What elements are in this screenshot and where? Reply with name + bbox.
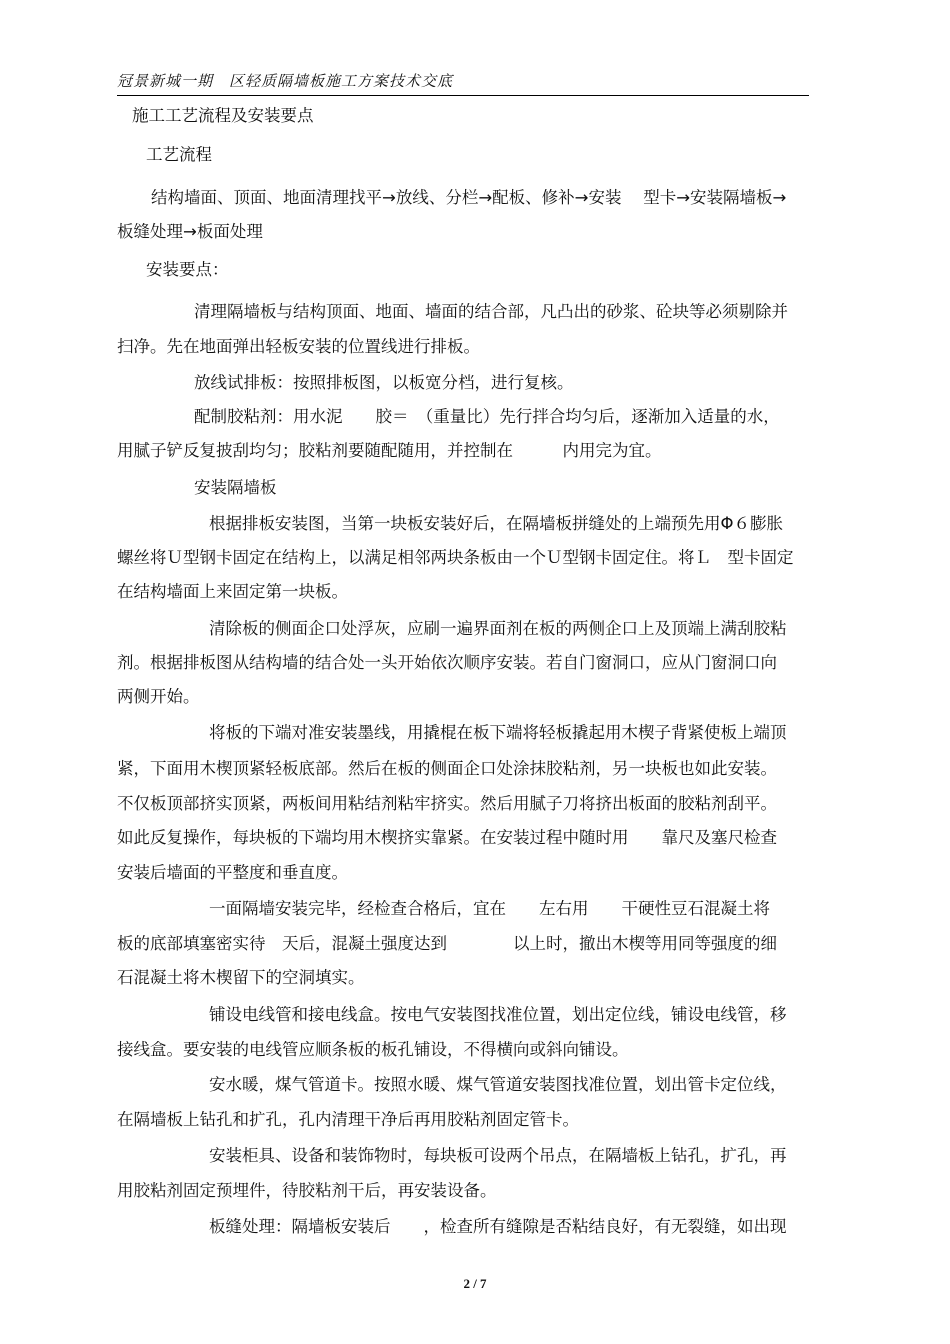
paragraph-line: 剂。根据排板图从结构墙的结合处一头开始依次顺序安装。若自门窗洞口，应从门窗洞口向 <box>117 653 777 672</box>
paragraph-line: 扫净。先在地面弹出轻板安装的位置线进行排板。 <box>117 337 480 356</box>
paragraph-line: 将板的下端对准安装墨线，用撬棍在板下端将轻板撬起用木楔子背紧使板上端顶 <box>209 723 787 742</box>
subsection-process-title: 工艺流程 <box>146 145 212 164</box>
paragraph-line: 紧，下面用木楔顶紧轻板底部。然后在板的侧面企口处涂抹胶粘剂，另一块板也如此安装。 <box>117 759 777 778</box>
paragraph-line: 不仅板顶部挤实顶紧，两板间用粘结剂粘牢挤实。然后用腻子刀将挤出板面的胶粘剂刮平。 <box>117 794 777 813</box>
paragraph-line: 在结构墙面上来固定第一块板。 <box>117 582 348 601</box>
paragraph-line: 板缝处理：隔墙板安装后 ，检查所有缝隙是否粘结良好，有无裂缝，如出现 <box>209 1217 787 1236</box>
document-header: 冠景新城一期 区轻质隔墙板施工方案技术交底 <box>117 72 454 90</box>
subsection-install-title: 安装要点： <box>146 260 229 279</box>
process-flow-line: 结构墙面、顶面、地面清理找平→放线、分栏→配板、修补→安装 型卡→安装隔墙板→ <box>151 188 787 207</box>
paragraph-line: 如此反复操作，每块板的下端均用木楔挤实靠紧。在安装过程中随时用 靠尺及塞尺检查 <box>117 828 777 847</box>
paragraph-line: 安水暖，煤气管道卡。按照水暖、煤气管道安装图找准位置，划出管卡定位线， <box>209 1075 787 1094</box>
paragraph-line: 石混凝土将木楔留下的空洞填实。 <box>117 968 365 987</box>
process-flow-line: 板缝处理→板面处理 <box>117 222 263 241</box>
paragraph-line: 接线盒。要安装的电线管应顺条板的板孔铺设，不得横向或斜向铺设。 <box>117 1040 629 1059</box>
paragraph-line: 安装后墙面的平整度和垂直度。 <box>117 863 348 882</box>
section-title: 施工工艺流程及安装要点 <box>132 106 314 125</box>
paragraph-line: 螺丝将Ｕ型钢卡固定在结构上，以满足相邻两块条板由一个Ｕ型钢卡固定住。将Ｌ 型卡固定 <box>117 548 794 567</box>
paragraph-line: 用胶粘剂固定预埋件，待胶粘剂干后，再安装设备。 <box>117 1181 497 1200</box>
page-number: 2 / 7 <box>463 1276 487 1291</box>
paragraph-line: 铺设电线管和接电线盒。按电气安装图找准位置，划出定位线，铺设电线管，移 <box>209 1005 787 1024</box>
paragraph-line: 两侧开始。 <box>117 687 200 706</box>
paragraph-line: 清理隔墙板与结构顶面、地面、墙面的结合部，凡凸出的砂浆、砼块等必须剔除并 <box>194 302 788 321</box>
paragraph-line: 配制胶粘剂：用水泥 胶＝ （重量比）先行拌合均匀后，逐渐加入适量的水， <box>194 407 780 426</box>
paragraph-line: 放线试排板：按照排板图，以板宽分档，进行复核。 <box>194 373 574 392</box>
paragraph-line: 一面隔墙安装完毕，经检查合格后，宜在 左右用 干硬性豆石混凝土将 <box>209 899 770 918</box>
paragraph-line: 在隔墙板上钻孔和扩孔，孔内清理干净后再用胶粘剂固定管卡。 <box>117 1110 579 1129</box>
paragraph-line: 用腻子铲反复披刮均匀；胶粘剂要随配随用，并控制在 内用完为宜。 <box>117 441 662 460</box>
paragraph-line: 根据排板安装图，当第一块板安装好后，在隔墙板拼缝处的上端预先用Φ６膨胀 <box>209 514 783 533</box>
header-divider <box>117 95 809 96</box>
paragraph-line: 安装柜具、设备和装饰物时，每块板可设两个吊点，在隔墙板上钻孔，扩孔，再 <box>209 1146 787 1165</box>
paragraph-line: 清除板的侧面企口处浮灰，应刷一遍界面剂在板的两侧企口上及顶端上满刮胶粘 <box>209 619 787 638</box>
paragraph-line: 板的底部填塞密实待 天后，混凝土强度达到 以上时，撤出木楔等用同等强度的细 <box>117 934 777 953</box>
install-heading: 安装隔墙板 <box>194 478 277 497</box>
